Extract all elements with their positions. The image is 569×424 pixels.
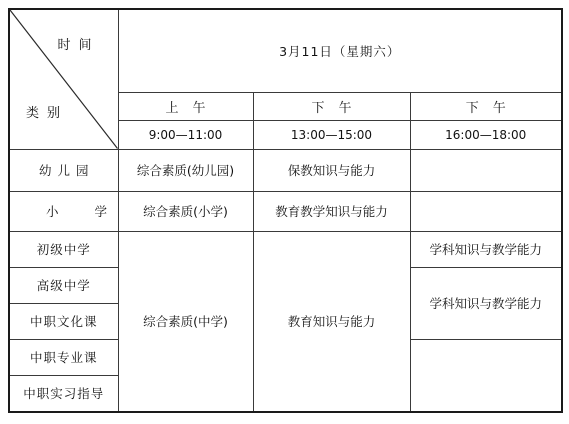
- corner-label-time: 时间: [57, 38, 100, 53]
- corner-diagonal-line: [10, 10, 118, 149]
- subject-kindergarten-comprehensive: 综合素质(幼儿园): [118, 149, 253, 191]
- empty-cell: [410, 339, 562, 412]
- corner-label-category: 类别: [26, 105, 69, 121]
- header-row-date: [9, 9, 562, 92]
- category-junior-middle: 初级中学: [9, 231, 118, 267]
- empty-cell: [410, 191, 562, 231]
- subject-middle-education: 教育知识与能力: [253, 231, 410, 412]
- session-label-2: 下午: [253, 92, 410, 120]
- session-time-2: 13:00—15:00: [253, 120, 410, 149]
- category-vocational-culture: 中职文化课: [9, 303, 118, 339]
- category-senior-middle: 高级中学: [9, 267, 118, 303]
- exam-schedule-table: [8, 8, 563, 413]
- session-label-3: 下午: [410, 92, 562, 120]
- table-row-kindergarten: [9, 149, 562, 191]
- category-kindergarten: 幼儿园: [9, 149, 118, 191]
- subject-kindergarten-childcare: 保教知识与能力: [253, 149, 410, 191]
- subject-middle-comprehensive: 综合素质(中学): [118, 231, 253, 412]
- subject-primary-comprehensive: 综合素质(小学): [118, 191, 253, 231]
- corner-header-cell: [9, 9, 118, 149]
- subject-senior-subject-knowledge: 学科知识与教学能力: [410, 267, 562, 339]
- exam-date: 3月11日（星期六）: [118, 9, 562, 92]
- category-vocational-internship: 中职实习指导: [9, 375, 118, 412]
- table-row-primary: [9, 191, 562, 231]
- session-label-1: 上午: [118, 92, 253, 120]
- session-time-1: 9:00—11:00: [118, 120, 253, 149]
- session-time-3: 16:00—18:00: [410, 120, 562, 149]
- subject-primary-teaching: 教育教学知识与能力: [253, 191, 410, 231]
- subject-junior-subject-knowledge: 学科知识与教学能力: [410, 231, 562, 267]
- empty-cell: [410, 149, 562, 191]
- category-vocational-professional: 中职专业课: [9, 339, 118, 375]
- table-row-junior-middle: [9, 231, 562, 267]
- category-primary: 小学: [9, 191, 118, 231]
